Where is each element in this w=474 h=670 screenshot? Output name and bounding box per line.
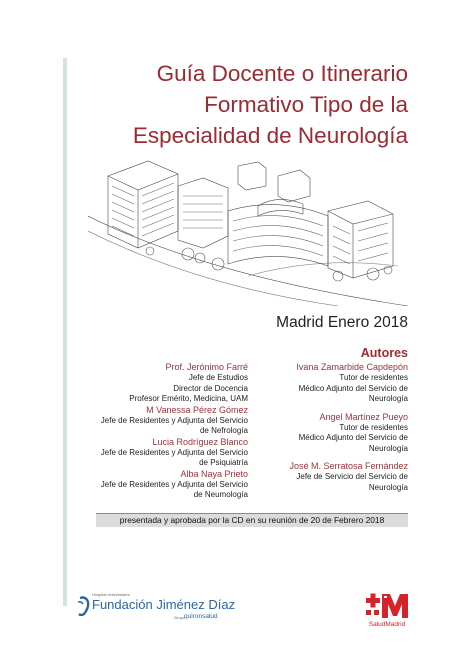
salud-madrid-logo: [364, 590, 410, 630]
author-entry: [248, 461, 408, 493]
salud-madrid-icon: [364, 590, 410, 622]
author-role: Jefe de Residentes y Adjunta del Servicio: [100, 479, 248, 489]
salud-madrid-label: SaludMadrid: [368, 621, 406, 628]
author-name: Ivana Zamarbide Capdepón: [296, 362, 408, 372]
fundacion-jimenez-diaz-logo: [76, 592, 236, 628]
author-role: de Neumología: [193, 490, 248, 499]
author-role: Médico Adjunto del Servicio de: [298, 433, 408, 442]
author-role: Director de Docencia: [173, 383, 248, 393]
authors-left-column: [48, 362, 248, 501]
author-role: Tutor de residentes: [339, 422, 408, 432]
author-role: Neurología: [368, 482, 408, 492]
author-entry: [48, 405, 248, 437]
author-role: Profesor Emérito, Medicina, UAM: [129, 394, 248, 403]
decorative-vertical-bar: [63, 58, 67, 606]
author-name: Alba Naya Prieto: [180, 468, 248, 479]
author-role: Jefe de Estudios: [188, 373, 248, 382]
author-role: Tutor de residentes: [339, 373, 408, 382]
author-role: Jefe de Residentes y Adjunta del Servicio: [100, 447, 248, 457]
fjd-name: Fundación Jiménez Díaz: [92, 597, 236, 612]
author-role: Neurología: [368, 443, 408, 453]
author-role: Neurología: [368, 394, 408, 403]
author-role: de Nefrología: [199, 426, 248, 435]
fjd-subtitle: Hospital Universitario: [92, 592, 130, 597]
author-entry: [48, 469, 248, 501]
title-line-3: Especialidad de Neurología: [132, 123, 408, 148]
fjd-logo-icon: [76, 596, 92, 616]
approval-banner: presentada y aprobada por la CD en su reunión de 20 de Febrero 2018: [96, 513, 408, 527]
author-name: José M. Serratosa Fernández: [289, 461, 408, 471]
author-name: Prof. Jerónimo Farré: [165, 362, 248, 372]
document-date: Madrid Enero 2018: [276, 314, 408, 331]
title-line-1: Guía Docente o Itinerario: [156, 61, 408, 86]
author-entry: [248, 362, 408, 405]
authors-heading: Autores: [360, 346, 408, 360]
document-title: [68, 58, 408, 151]
author-role: Jefe de Servicio del Servicio de: [296, 472, 408, 481]
hospital-building-illustration: [88, 156, 408, 306]
author-entry: [48, 362, 248, 405]
fjd-grupo: Grupo: [174, 615, 186, 620]
authors-right-column: [248, 362, 408, 493]
title-line-2: Formativo Tipo de la: [204, 92, 408, 117]
author-entry: [248, 412, 408, 455]
author-name: M Vanessa Pérez Gómez: [146, 404, 248, 415]
author-entry: [48, 437, 248, 469]
author-name: Lucia Rodríguez Blanco: [152, 436, 248, 447]
author-role: Jefe de Residentes y Adjunta del Servicio: [100, 415, 248, 425]
fjd-group-name: quironsalud: [184, 613, 218, 620]
spacer: [248, 454, 408, 461]
spacer: [248, 405, 408, 412]
author-role: de Psiquiatría: [199, 458, 248, 467]
author-role: Médico Adjunto del Servicio de: [298, 383, 408, 393]
author-name: Angel Martínez Pueyo: [319, 411, 408, 422]
